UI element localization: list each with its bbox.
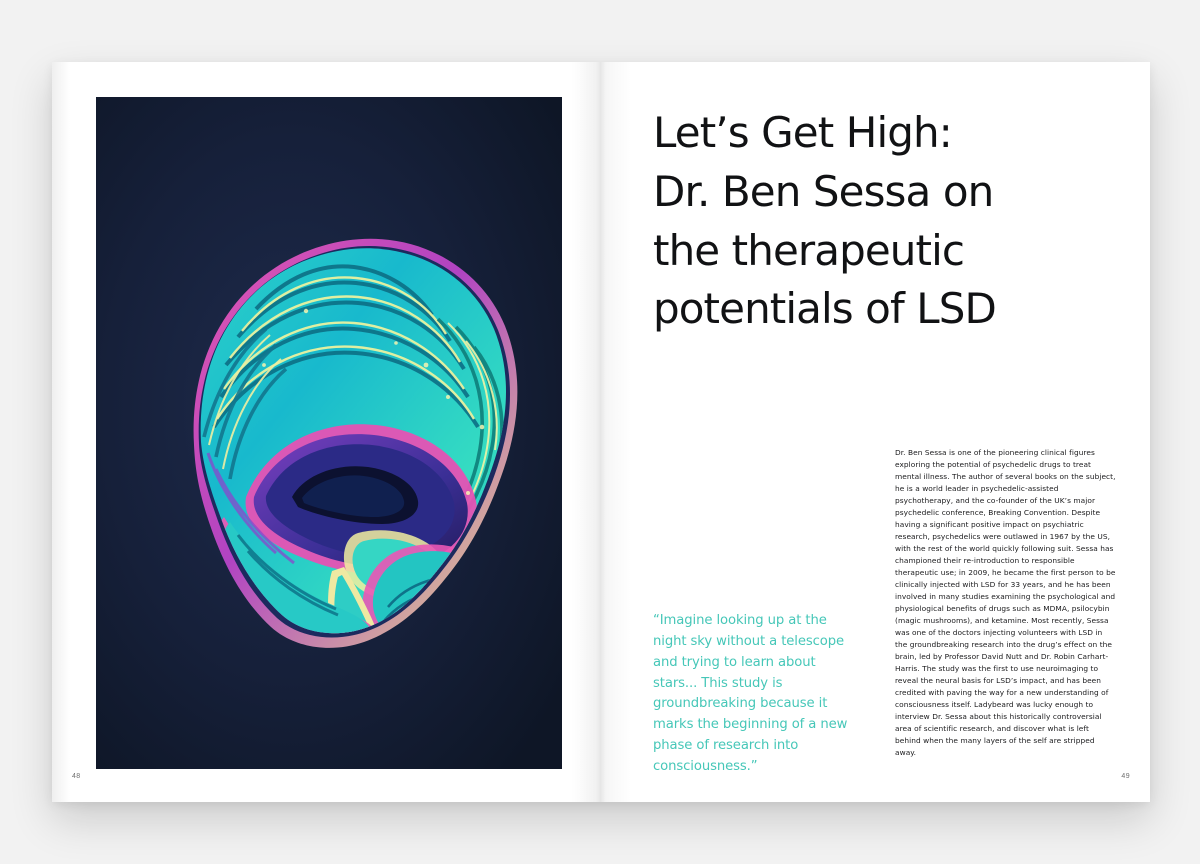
brain-scan-svg	[96, 97, 562, 769]
headline-line-2: Dr. Ben Sessa on	[653, 166, 994, 216]
page-title	[653, 104, 1123, 339]
folio-right: 49	[1121, 773, 1130, 780]
headline-line-1: Let’s Get High:	[653, 108, 952, 157]
headline-line-4: potentials of LSD	[653, 284, 996, 334]
brain-scan-illustration	[96, 97, 562, 769]
left-page	[52, 62, 601, 802]
folio-left: 48	[72, 773, 81, 780]
pull-quote: “Imagine looking up at the night sky without a telescope and trying to learn about stars... This study is groundbreaking because it marks the beginning of a new phase of research into consciousness.”	[653, 613, 848, 775]
headline-line-3: the therapeutic	[653, 225, 965, 275]
right-page	[601, 62, 1150, 802]
standfirst-body-text: Dr. Ben Sessa is one of the pioneering clinical figures exploring the potential of psychedelic drugs to treat mental illness. The author of several books on the subject, he is a world leader in psychedelic-assisted psychotherapy, and the co-founder of the UK’s major psychedelic conference, Breaking Convention. Despite having a significant positive impact on psychiatric research, psychedelics were outlawed in 1967 by the US, with the rest of the world quickly following suit. Sessa has championed their re-introduction to responsible therapeutic use; in 2009, he became the first person to be clinically injected with LSD for 33 years, and he has been involved in many studies examining the psychological and physiological benefits of drugs such as MDMA, psilocybin (magic mushrooms), and ketamine. Most recently, Sessa was one of the doctors injecting volunteers with LSD in the groundbreaking research into the drug’s effect on the brain, led by Professor David Nutt and Dr. Robin Carhart-Harris. The study was the first to use neuroimaging to reveal the neural basis for LSD’s impact, and has been credited with paving the way for a new understanding of consciousness itself. Ladybeard was lucky enough to interview Dr. Sessa about this historically controversial area of scientific research, and discover what is left behind when the many layers of the self are stripped away.	[895, 448, 1116, 757]
